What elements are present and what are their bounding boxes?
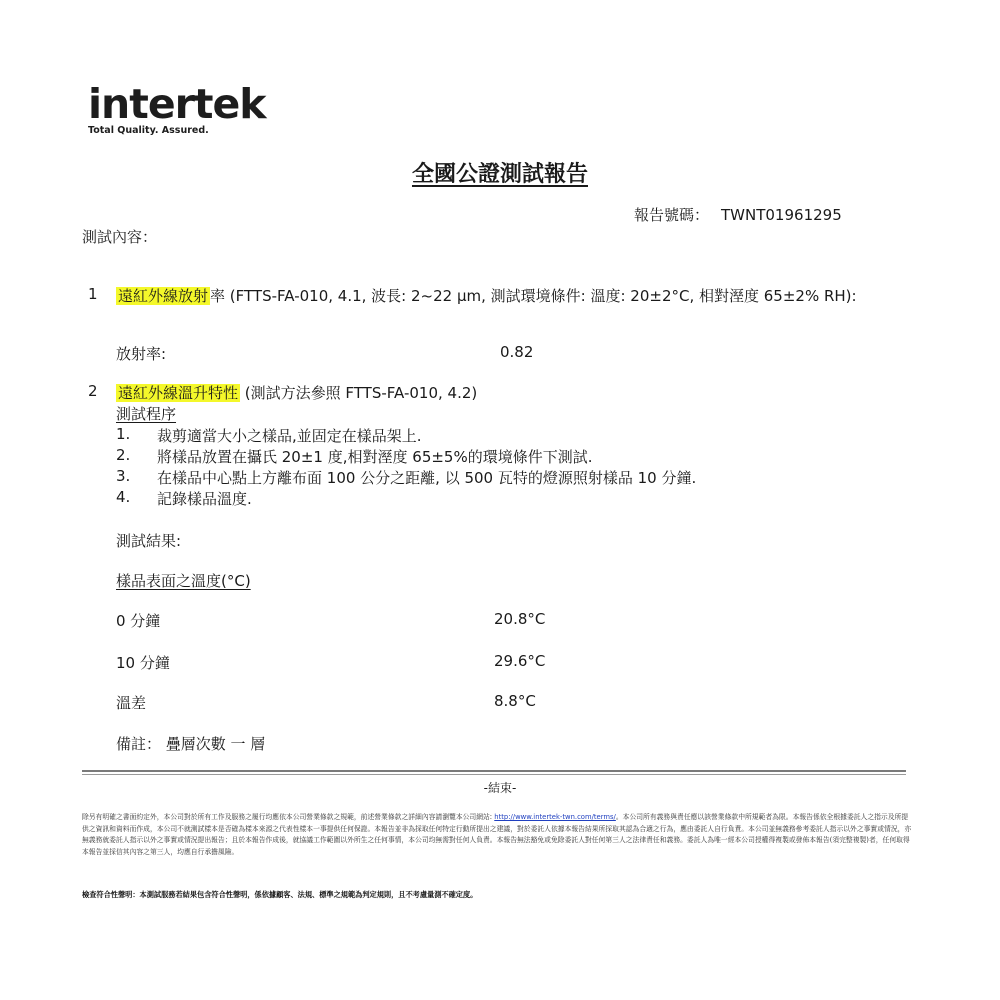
step-2-number: 2. bbox=[116, 446, 131, 464]
disclaimer-part2: 。本公司所有義務與責任應以該營業條款中所規範者為限。本報告係依全根據委託人之指示及所提供之資訊和資料而作成，本公司不就測試樣本是否確為樣本來源之代表性樣本一事提供任何保證。本報告並非為採取任何特定行動所提出之建議，對於委託人依據本報告結果所採取其認為合適之行為，應由委託人自行負責。本公司並無義務參考委託人指示以外之事實或情況，亦無義務就委託人指示以外之事實或情況提出報告；且於本報告作成後，就協議工作範圍以外所生之任何事情，本公司均無需對任何人負責。本報告無法豁免或免除委託人對任何第三人之法律責任和義務。委託人為唯一經本公司授權得複製或發佈本報告(須完整複製)者，任何取得本報告並採信其內容之第三人，均應自行承擔風險。 bbox=[82, 813, 912, 856]
step-3-text: 在樣品中心點上方離布面 100 公分之距離, 以 500 瓦特的燈源照射樣品 10 分鐘. bbox=[157, 469, 697, 487]
item2-number: 2 bbox=[88, 382, 98, 400]
step-3-number: 3. bbox=[116, 467, 131, 485]
row-10min-label: 10 分鐘 bbox=[116, 654, 170, 672]
end-mark: -結束- bbox=[483, 781, 517, 795]
emissivity-label: 放射率: bbox=[116, 345, 167, 363]
row-0min-label: 0 分鐘 bbox=[116, 612, 161, 630]
procedure-label: 測試程序 bbox=[116, 405, 177, 423]
terms-link[interactable]: http://www.intertek-twn.com/terms/ bbox=[494, 813, 616, 821]
step-4-number: 4. bbox=[116, 488, 131, 506]
step-4-text: 記錄樣品溫度. bbox=[157, 490, 252, 508]
table-header: 樣品表面之溫度(°C) bbox=[116, 572, 251, 590]
step-1-number: 1. bbox=[116, 425, 131, 443]
test-content-label: 測試內容： bbox=[82, 228, 158, 246]
page-title: 全國公證測試報告 bbox=[411, 162, 588, 187]
row-10min-value: 29.6°C bbox=[494, 652, 546, 670]
row-diff-label: 溫差 bbox=[116, 694, 147, 712]
item1-detail: (FTTS-FA-010, 4.1, 波長: 2~22 μm, 測試環境條件: 溫度: 20±2°C, 相對溼度 65±2% RH): bbox=[225, 287, 857, 305]
item1-name-rest: 率 bbox=[210, 287, 226, 305]
end-divider-thin bbox=[82, 774, 906, 775]
item2-detail: (測試方法參照 FTTS-FA-010, 4.2) bbox=[240, 384, 478, 402]
report-number-value: TWNT01961295 bbox=[721, 206, 842, 224]
intertek-logo bbox=[88, 82, 266, 136]
results-label: 測試結果: bbox=[116, 532, 182, 550]
report-number-label: 報告號碼： bbox=[634, 206, 710, 224]
row-diff-value: 8.8°C bbox=[494, 692, 536, 710]
item1-name-highlight: 遠紅外線放射 bbox=[118, 287, 209, 305]
item2-heading bbox=[116, 382, 477, 403]
conformity-statement: 檢查符合性聲明：本測試服務若結果包含符合性聲明，係依據顧客、法規、標準之規範為判定規則，且不考慮量測不確定度。 bbox=[82, 890, 478, 899]
step-1-text: 裁剪適當大小之樣品,並固定在樣品架上. bbox=[157, 427, 422, 445]
step-2-text: 將樣品放置在攝氏 20±1 度,相對溼度 65±5%的環境條件下測試. bbox=[157, 448, 593, 466]
disclaimer-part1: 除另有明確之書面約定外，本公司對於所有工作及服務之履行均應依本公司營業條款之規範，前述營業條款之詳細內容請瀏覽本公司網站: bbox=[82, 813, 495, 821]
logo-tagline: Total Quality. Assured. bbox=[88, 125, 209, 136]
row-0min-value: 20.8°C bbox=[494, 610, 546, 628]
report-number bbox=[634, 204, 842, 225]
disclaimer-text bbox=[82, 812, 912, 858]
remark: 備註： 疊層次數 一 層 bbox=[116, 735, 266, 753]
item1-number: 1 bbox=[88, 285, 98, 303]
item1-heading bbox=[116, 285, 857, 306]
logo-wordmark: intertek bbox=[88, 80, 266, 128]
item2-name-highlight: 遠紅外線溫升特性 bbox=[118, 384, 239, 402]
emissivity-value: 0.82 bbox=[500, 343, 534, 361]
end-divider bbox=[82, 770, 906, 772]
